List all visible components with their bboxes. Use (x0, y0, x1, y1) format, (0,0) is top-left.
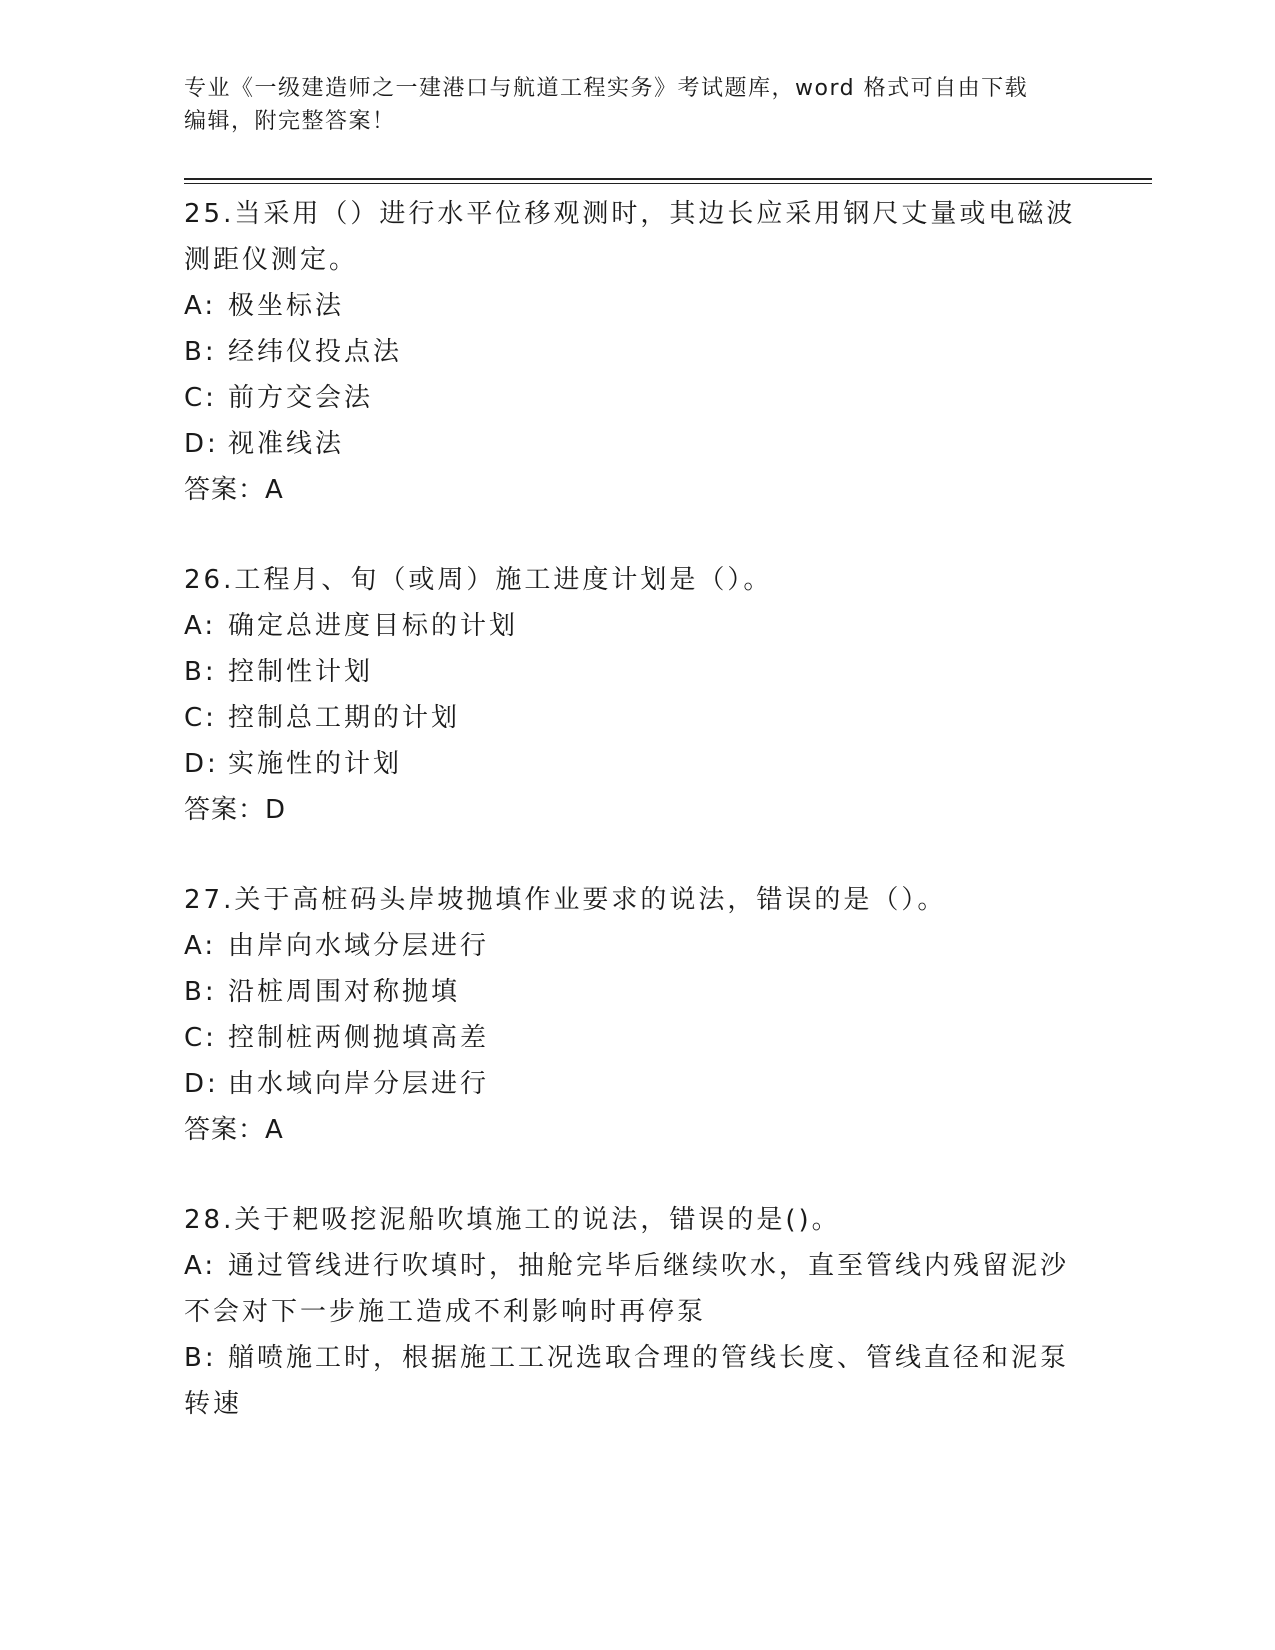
option-text: 确定总进度目标的计划 (228, 611, 519, 641)
option-text: 沿桩周围对称抛填 (228, 977, 461, 1007)
option-d (184, 421, 1084, 467)
option-label: A: (184, 291, 217, 321)
header-line-2: 编辑，附完整答案！ (184, 109, 396, 134)
option-text: 控制总工期的计划 (228, 703, 461, 733)
answer: 答案：A (184, 1115, 284, 1145)
option-label: A: (184, 1251, 217, 1281)
option-label: A: (184, 611, 217, 641)
option-b (184, 649, 1084, 695)
question-list (184, 191, 1084, 1427)
option-c (184, 695, 1084, 741)
question-text-line: 26.工程月、旬（或周）施工进度计划是（）。 (184, 565, 773, 595)
option-label: D: (184, 1069, 219, 1099)
question-28 (184, 1197, 1084, 1427)
question-text-line: 27.关于高桩码头岸坡抛填作业要求的说法，错误的是（）。 (184, 885, 947, 915)
document-header (184, 72, 1064, 138)
option-label: B: (184, 657, 217, 687)
header-divider-thin (184, 183, 1152, 184)
spacer (184, 1153, 1084, 1197)
option-text: 通过管线进行吹填时，抽舱完毕后继续吹水，直至管线内残留泥沙 (228, 1251, 1070, 1281)
option-text: 前方交会法 (228, 383, 374, 413)
option-text: 艏喷施工时，根据施工工况选取合理的管线长度、管线直径和泥泵 (228, 1343, 1070, 1373)
answer: 答案：D (184, 795, 287, 825)
option-text: 控制性计划 (228, 657, 374, 687)
question-text (184, 1197, 1084, 1243)
option-label: C: (184, 383, 217, 413)
question-text (184, 557, 1084, 603)
option-b (184, 1335, 1084, 1381)
option-text: 控制桩两侧抛填高差 (228, 1023, 490, 1053)
question-text (184, 877, 1084, 923)
header-divider-thick (184, 178, 1152, 180)
option-label: B: (184, 337, 217, 367)
option-b (184, 329, 1084, 375)
option-a (184, 1243, 1084, 1289)
option-d (184, 1061, 1084, 1107)
option-c (184, 375, 1084, 421)
option-text: 极坐标法 (228, 291, 345, 321)
question-26 (184, 557, 1084, 833)
option-a (184, 603, 1084, 649)
question-25 (184, 191, 1084, 513)
option-c (184, 1015, 1084, 1061)
option-a (184, 923, 1084, 969)
option-label: D: (184, 749, 219, 779)
option-label: B: (184, 1343, 217, 1373)
question-27 (184, 877, 1084, 1153)
question-text-line: 28.关于耙吸挖泥船吹填施工的说法，错误的是()。 (184, 1205, 841, 1235)
header-line-1: 专业《一级建造师之一建港口与航道工程实务》考试题库，word 格式可自由下载 (184, 76, 1029, 101)
option-label: B: (184, 977, 217, 1007)
option-b (184, 969, 1084, 1015)
question-text-line: 25.当采用（）进行水平位移观测时，其边长应采用钢尺丈量或电磁波 (184, 199, 1076, 229)
option-text: 经纬仪投点法 (228, 337, 403, 367)
option-label: D: (184, 429, 219, 459)
option-label: C: (184, 703, 217, 733)
option-label: C: (184, 1023, 217, 1053)
option-b-continuation: 转速 (184, 1389, 243, 1419)
option-text: 实施性的计划 (228, 749, 403, 779)
spacer (184, 833, 1084, 877)
option-a-continuation: 不会对下一步施工造成不利影响时再停泵 (184, 1297, 707, 1327)
option-text: 由岸向水域分层进行 (228, 931, 490, 961)
option-label: A: (184, 931, 217, 961)
option-text: 由水域向岸分层进行 (228, 1069, 490, 1099)
question-text-line: 测距仪测定。 (184, 245, 359, 275)
option-d (184, 741, 1084, 787)
answer: 答案：A (184, 475, 284, 505)
option-text: 视准线法 (228, 429, 345, 459)
question-text (184, 191, 1084, 283)
option-a (184, 283, 1084, 329)
spacer (184, 513, 1084, 557)
